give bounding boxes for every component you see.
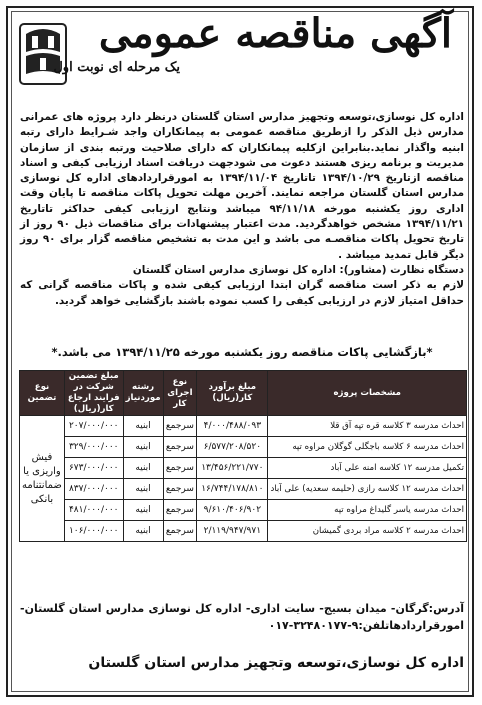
cell-estimate: ۴/۰۰۰/۴۸۸/۰۹۳ [197, 416, 268, 437]
table-row [20, 416, 467, 437]
address-text: :گرگان- میدان بسیج- سایت اداری- اداره کل نوسازی مدارس استان گلستان- امورقراردادهاتلفن:۹-۳۲۴۸۰۱۷۷-۰۱۷ [20, 602, 464, 632]
cell-guarantee-amount: ۴۸۱/۰۰۰/۰۰۰ [64, 500, 123, 521]
cell-min-grade: ابنیه [123, 500, 163, 521]
opening-notice: *بازگشایی پاکات مناقصه روز یکشنبه مورخه ۱۳۹۴/۱۱/۲۵ می باشد.* [51, 345, 433, 359]
header-guarantee-type: نوع تضمین [20, 371, 65, 416]
supervision-label: دستگاه نظارت (مشاور) [343, 263, 464, 276]
tenders-table [19, 370, 467, 542]
header-contract-type: نوع اجرای کار [163, 371, 197, 416]
address-block [20, 600, 464, 634]
cell-min-grade: ابنیه [123, 521, 163, 542]
cell-min-grade: ابنیه [123, 479, 163, 500]
table-row [20, 521, 467, 542]
footer-organization: اداره کل نوسازی،توسعه وتجهیز مدارس استان گلستان [88, 655, 464, 671]
header-guarantee-amount: مبلغ تضمین شرکت در فرایند ارجاع کار(ریال) [64, 371, 123, 416]
cell-project: احداث مدرسه یاسر گلیداغ مراوه تپه [268, 500, 467, 521]
header-estimate: مبلغ برآورد کار(ریال) [197, 371, 268, 416]
table-row [20, 458, 467, 479]
cell-estimate: ۹/۶۱۰/۴۰۶/۹۰۲ [197, 500, 268, 521]
ad-title: آگهی مناقصه عمومی [98, 10, 452, 57]
cell-contract-type: سرجمع [163, 416, 197, 437]
table-header-row [20, 371, 467, 416]
cell-guarantee-amount: ۶۷۳/۰۰۰/۰۰۰ [64, 458, 123, 479]
body-paragraph-2: لازم به ذکر است مناقصه گران ابتدا ارزیابی کیفی شده و پاکات مناقصه گرانی که حداقل امتیاز لازم در ارزیابی کیفی را کسب نموده باشند بازگشایی خواهد گردید. [20, 279, 464, 307]
cell-guarantee-amount: ۱۰۶/۰۰۰/۰۰۰ [64, 521, 123, 542]
cell-min-grade: ابنیه [123, 416, 163, 437]
ad-body [20, 110, 464, 309]
body-paragraph-1: اداره کل نوسازی،توسعه وتجهیز مدارس استان گلستان درنظر دارد پروژه های عمرانی مدارس ذیل الذکر را ازطریق مناقصه عمومی به پیمانکاران واجد شـرایط دارای رتبه ابنیه واگذار نماید.بنابراین ازکلیه پیمانکاران که دارای صلاحیت ورتبه بندی از سازمان مدیریت و برنامه ریزی هستند دعوت می شودجهت دریافت اسناد ارزیابی کیفی و اسناد مناقصه ازتاریخ ۱۳۹۴/۱۰/۲۹ تاتاریخ ۱۳۹۴/۱۱/۰۴ به امورقراردادهای اداره کل نوسازی مدارس استان گلستان مراجعه نمایند. آخرین مهلت تحویل پاکات مناقصه تا پایان وقت اداری روز یکشنبه مورخه ۹۴/۱۱/۱۸ میباشد ونتایج ارزیابی کیفی حداکثر تاتاریخ ۱۳۹۴/۱۱/۲۱ مشخص خواهدگردید. مدت اعتبار پیشنهادات برای مناقصات ذیل ۹۰ روز از تاریخ تحویل پاکات مناقصـه می باشد و این مدت به تشخیص مناقصه گزار برای ۹۰ روز دیگر قابل تمدید میباشد . [20, 111, 464, 261]
header-min-grade: رشته موردنیاز [123, 371, 163, 416]
cell-contract-type: سرجمع [163, 479, 197, 500]
table-row [20, 437, 467, 458]
cell-project: احداث مدرسه ۳ کلاسه قره تپه آق قلا [268, 416, 467, 437]
supervision-line [20, 263, 464, 278]
cell-estimate: ۱۳/۴۵۶/۲۲۱/۷۷۰ [197, 458, 268, 479]
cell-min-grade: ابنیه [123, 458, 163, 479]
cell-contract-type: سرجمع [163, 437, 197, 458]
address-label: آدرس [433, 602, 464, 615]
table-row [20, 500, 467, 521]
table-row [20, 479, 467, 500]
cell-guarantee-amount: ۲۰۷/۰۰۰/۰۰۰ [64, 416, 123, 437]
cell-contract-type: سرجمع [163, 500, 197, 521]
cell-contract-type: سرجمع [163, 521, 197, 542]
supervision-text: : اداره کل نوسازی مدارس استان گلستان [132, 263, 344, 276]
cell-project: احداث مدرسه ۲ کلاسه مراد بردی گمیشان [268, 521, 467, 542]
cell-contract-type: سرجمع [163, 458, 197, 479]
cell-project: احداث مدرسه ۶ کلاسه باجگلی گوگلان مراوه تپه [268, 437, 467, 458]
ad-subtitle: یک مرحله ای نوبت اول [53, 60, 180, 75]
cell-guarantee-amount: ۸۳۷/۰۰۰/۰۰۰ [64, 479, 123, 500]
header-project: مشخصات پروژه [268, 371, 467, 416]
cell-guarantee-type: فیش واریزی یا ضمانتنامه بانکی [20, 416, 65, 542]
cell-estimate: ۶/۵۷۷/۲۰۸/۵۲۰ [197, 437, 268, 458]
cell-project: احداث مدرسه ۱۲ کلاسه رازی (حلیمه سعدیه) علی آباد [268, 479, 467, 500]
cell-estimate: ۱۶/۷۴۴/۱۷۸/۸۱۰ [197, 479, 268, 500]
cell-project: تکمیل مدرسه ۱۲ کلاسه امنه علی آباد [268, 458, 467, 479]
cell-estimate: ۲/۱۱۹/۹۴۷/۹۷۱ [197, 521, 268, 542]
cell-guarantee-amount: ۳۲۹/۰۰۰/۰۰۰ [64, 437, 123, 458]
cell-min-grade: ابنیه [123, 437, 163, 458]
organization-logo-icon [18, 22, 68, 86]
